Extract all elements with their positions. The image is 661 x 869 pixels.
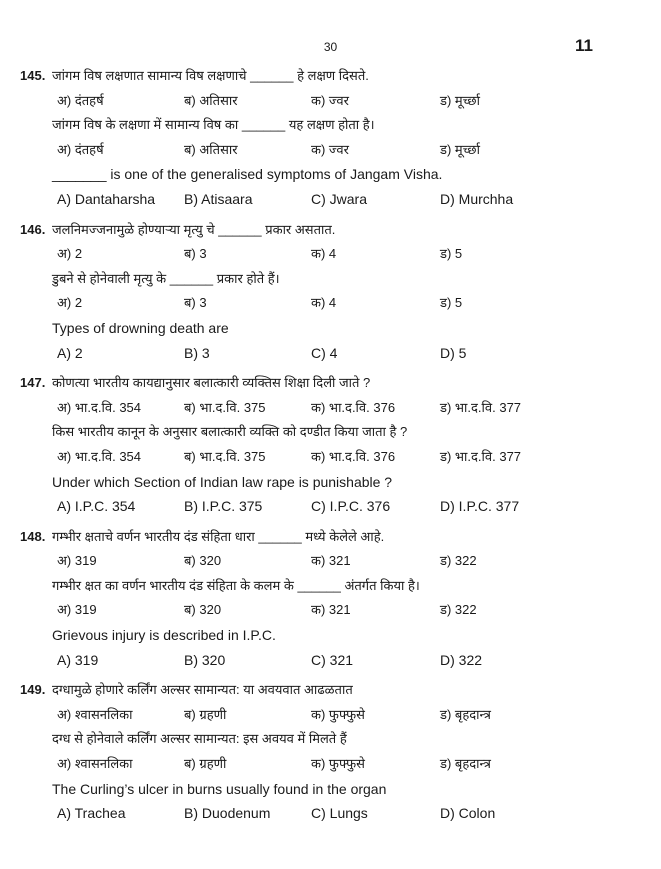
option: क) 4 (311, 295, 337, 311)
option: क) ज्वर (311, 141, 349, 157)
question-number: 148. (20, 528, 46, 544)
question-number: 145. (20, 68, 46, 83)
question-text-marathi: गम्भीर क्षताचे वर्णन भारतीय दंड संहिता धारा ______ मध्ये केलेले आहे. (52, 528, 385, 544)
question-block (20, 678, 620, 826)
question-number: 146. (20, 221, 46, 237)
question-text-english: Types of drowning death are (52, 319, 229, 336)
option: A) Trachea (57, 805, 126, 822)
option: ब) ग्रहणी (184, 756, 227, 772)
options-marathi (20, 396, 620, 421)
question-text-english: The Curling’s ulcer in burns usually found in the organ (52, 780, 387, 797)
option: ड) मूर्च्छा (440, 92, 480, 108)
options-marathi (20, 89, 620, 114)
option: B) Duodenum (184, 805, 271, 822)
option: ड) भा.द.वि. 377 (440, 399, 522, 415)
option: C) Jwara (311, 190, 368, 207)
option: ब) भा.द.वि. 375 (184, 448, 266, 464)
option: ड) भा.द.वि. 377 (440, 448, 522, 464)
option: D) 5 (440, 344, 467, 361)
question-marathi-line (20, 525, 620, 550)
question-text-hindi: डुबने से होनेवाली मृत्यु के ______ प्रकार होते हैं। (52, 270, 280, 286)
option: ड) बृहदान्त्र (440, 706, 491, 722)
question-text-hindi: जांगम विष के लक्षणा में सामान्य विष का ______ यह लक्षण होता है। (52, 117, 375, 133)
question-block (20, 371, 620, 519)
option: ब) ग्रहणी (184, 706, 227, 722)
option: ड) 322 (440, 602, 477, 618)
question-text-english: _______ is one of the generalised symptoms of Jangam Visha. (52, 166, 443, 183)
option: अ) 319 (57, 553, 97, 569)
question-text-marathi: जलनिमज्जनामुळे होण्याऱ्या मृत्यु चे ______ प्रकार असतात. (52, 221, 336, 237)
option: B) Atisaara (184, 190, 253, 207)
options-english (20, 187, 620, 212)
option: क) 321 (311, 602, 351, 618)
options-marathi (20, 242, 620, 267)
question-marathi-line (20, 678, 620, 703)
option: अ) दंतहर्ष (57, 141, 104, 157)
option: क) भा.द.वि. 376 (311, 399, 396, 415)
option: अ) दंतहर्ष (57, 92, 104, 108)
option: ड) 5 (440, 246, 463, 262)
options-hindi (20, 138, 620, 163)
option: ब) 320 (184, 553, 222, 569)
question-marathi-line (20, 218, 620, 243)
sheet-number: 11 (575, 36, 593, 55)
option: D) I.P.C. 377 (440, 498, 520, 515)
option: A) 2 (57, 344, 83, 361)
option: C) 321 (311, 651, 354, 668)
question-text-english: Grievous injury is described in I.P.C. (52, 627, 276, 644)
options-english (20, 648, 620, 673)
option: अ) 319 (57, 602, 97, 618)
question-text-marathi: जांगम विष लक्षणात सामान्य विष लक्षणाचे ______ हे लक्षण दिसते. (52, 68, 369, 83)
option: ब) अतिसार (184, 141, 238, 157)
question-block (20, 525, 620, 673)
option: ड) मूर्च्छा (440, 141, 480, 157)
question-text-hindi: किस भारतीय कानून के अनुसार बलात्कारी व्यक्ति को दण्डीत किया जाता है ? (52, 424, 408, 440)
page-number: 30 (323, 40, 338, 54)
option: क) भा.द.वि. 376 (311, 448, 396, 464)
option: क) 4 (311, 246, 337, 262)
options-hindi (20, 598, 620, 623)
option: अ) भा.द.वि. 354 (57, 448, 142, 464)
options-hindi (20, 291, 620, 316)
question-text-hindi: दग्ध से होनेवाले कर्लिंग अल्सर सामान्यत: इस अवयव में मिलते हैं (52, 731, 347, 747)
option: A) I.P.C. 354 (57, 498, 136, 515)
option: अ) श्वासनलिका (57, 756, 133, 772)
question-text-marathi: दग्धामुळे होणारे कर्लिंग अल्सर सामान्यत: या अवयवात आढळतात (52, 682, 353, 698)
question-text-english: Under which Section of Indian law rape is punishable ? (52, 473, 393, 490)
option: C) Lungs (311, 805, 368, 822)
question-marathi-line (20, 371, 620, 396)
option: A) Dantaharsha (57, 190, 156, 207)
option: ब) अतिसार (184, 92, 238, 108)
option: क) फुफ्फुसे (311, 756, 365, 772)
options-marathi (20, 703, 620, 728)
question-number: 149. (20, 682, 46, 698)
option: अ) 2 (57, 295, 83, 311)
options-english (20, 801, 620, 826)
option: ब) 320 (184, 602, 222, 618)
option: अ) श्वासनलिका (57, 706, 133, 722)
option: A) 319 (57, 651, 99, 668)
option: ड) 5 (440, 295, 463, 311)
question-text-marathi: कोणत्या भारतीय कायद्यानुसार बलात्कारी व्यक्तिस शिक्षा दिली जाते ? (52, 375, 371, 391)
option: D) 322 (440, 651, 483, 668)
options-english (20, 341, 620, 366)
option: D) Murchha (440, 190, 514, 207)
option: B) 3 (184, 344, 210, 361)
option: क) 321 (311, 553, 351, 569)
option: D) Colon (440, 805, 496, 822)
question-text-hindi: गम्भीर क्षत का वर्णन भारतीय दंड संहिता के कलम के ______ अंतर्गत किया है। (52, 577, 420, 593)
option: ड) बृहदान्त्र (440, 756, 491, 772)
option: ब) 3 (184, 246, 207, 262)
question-block (20, 64, 620, 212)
option: ड) 322 (440, 553, 477, 569)
options-english (20, 494, 620, 519)
option: ब) भा.द.वि. 375 (184, 399, 266, 415)
options-marathi (20, 549, 620, 574)
option: B) 320 (184, 651, 226, 668)
question-block (20, 218, 620, 366)
question-list (20, 64, 620, 832)
option: क) फुफ्फुसे (311, 706, 365, 722)
option: क) ज्वर (311, 92, 349, 108)
options-hindi (20, 752, 620, 777)
option: ब) 3 (184, 295, 207, 311)
option: अ) भा.द.वि. 354 (57, 399, 142, 415)
option: C) I.P.C. 376 (311, 498, 391, 515)
option: C) 4 (311, 344, 338, 361)
question-marathi-line (20, 64, 620, 89)
options-hindi (20, 445, 620, 470)
question-number: 147. (20, 375, 46, 391)
option: अ) 2 (57, 246, 83, 262)
option: B) I.P.C. 375 (184, 498, 263, 515)
